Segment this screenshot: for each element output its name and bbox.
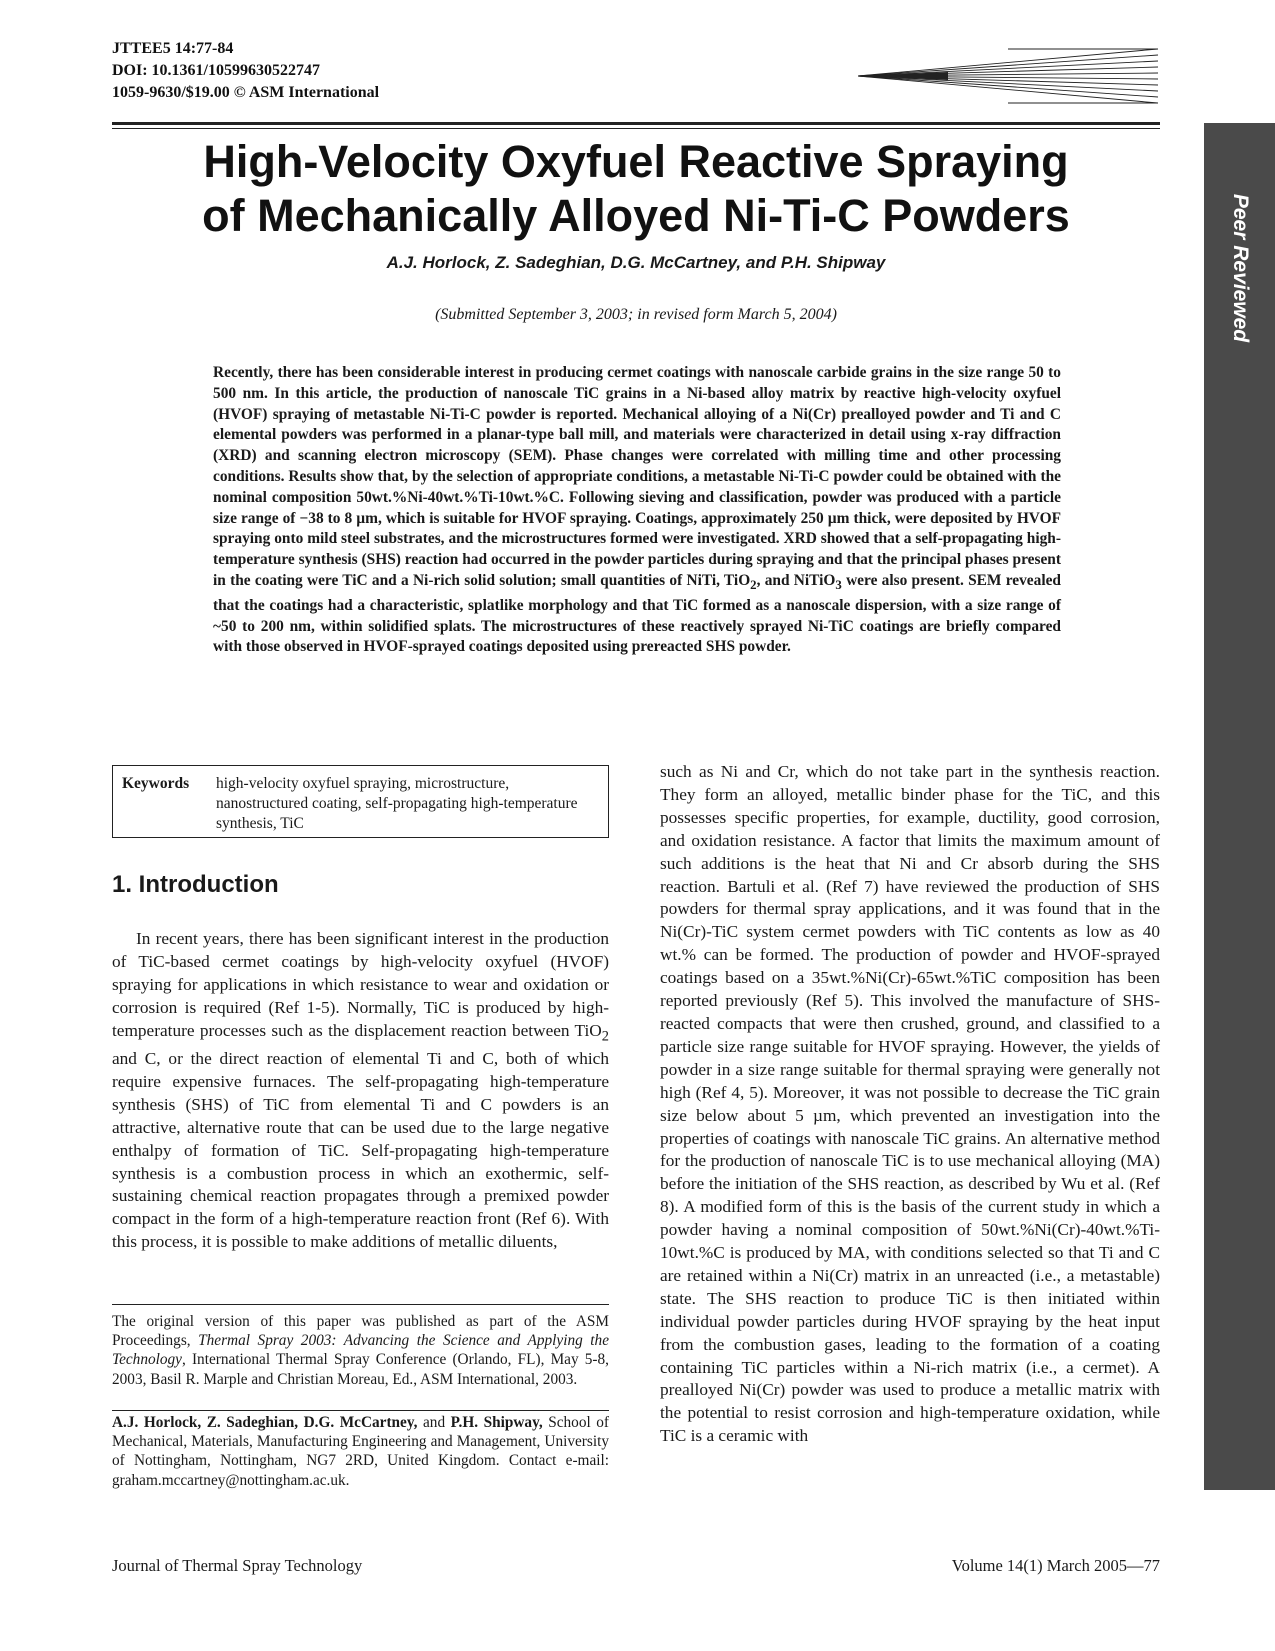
footnote2-and: and — [417, 1414, 451, 1431]
footnote-rule — [112, 1304, 609, 1305]
header-rule — [112, 122, 1160, 125]
keywords-box — [112, 765, 609, 838]
footnote-original-version — [112, 1312, 609, 1389]
doi: DOI: 10.1361/10599630522747 — [112, 62, 320, 79]
footnote-separator — [112, 1410, 609, 1411]
footnote2-last-author: P.H. Shipway, — [450, 1414, 543, 1431]
footer-volume-page: Volume 14(1) March 2005—77 — [951, 1556, 1160, 1575]
issn-copyright: 1059-9630/$19.00 © ASM International — [112, 84, 380, 101]
footer-journal: Journal of Thermal Spray Technology — [112, 1556, 363, 1575]
footnote1-text-2: , International Thermal Spray Conference (Orlando, FL), May 5-8, 2003, Basil R. Marple and Christian Moreau, Ed., ASM International, 2003. — [112, 1351, 609, 1388]
footnote2-affiliation-text: School of Mechanical, Materials, Manufacturing Engineering and Management, University of Nottingham, Nottingham, NG7 2RD, United Kingdom. Contact e-mail: graham.mccartney@nottingham.ac.uk. — [112, 1414, 609, 1489]
intro-right-text: such as Ni and Cr, which do not take part in the synthesis reaction. They form an alloyed, metallic binder phase for the TiC, and this possesses specific properties, for example, ductility, good corrosion, and oxidation resistance. A factor that limits the maximum amount of such additions is the heat that Ni and Cr absorb during the SHS reaction. Bartuli et al. (Ref 7) have reviewed the production of SHS powders for thermal spray applications, and it was found that in the Ni(Cr)-TiC system cermet powders with TiC contents as low as 40 wt.% can be formed. The production of powder and HVOF-sprayed coatings based on a 35wt.%Ni(Cr)-65wt.%TiC composition has been reported previously (Ref 5). This involved the manufacture of SHS-reacted compacts that were then crushed, ground, and classified to a particle size range suitable for HVOF spraying. However, the yields of powder in a size range suitable for thermal spraying were generally not high (Ref 4, 5). Moreover, it was not possible to decrease the TiC grain size below about 5 µm, which prevented an investigation into the properties of coatings with nanoscale TiC grains. An alternative method for the production of nanoscale TiC is to use mechanical alloying (MA) before the initiation of the SHS reaction, as described by Wu et al. (Ref 8). A modified form of this is the basis of the current study in which a powder having a nominal composition of 50wt.%Ni(Cr)-40wt.%Ti-10wt.%C is produced by MA, with conditions selected so that Ti and C are retained within a Ni(Cr) matrix in an unreacted (i.e., a metastable) state. The SHS reaction to produce TiC is then initiated within individual powder particles during HVOF spraying by the heat input from the combustion gases, leading to the formation of a coating containing TiC particles within a Ni-rich matrix (i.e., a cermet). A prealloyed Ni(Cr) powder was used to produce a metallic matrix with the potential to resist corrosion and high-temperature oxidation, while TiC is a ceramic with — [660, 762, 1160, 1446]
abstract-text-1: Recently, there has been considerable interest in producing cermet coatings with nanoscale carbide grains in the size range 50 to 500 nm. In this article, the production of nanoscale TiC grains in a Ni-based alloy matrix by reactive high-velocity oxyfuel (HVOF) spraying of metastable Ni-Ti-C powder is reported. Mechanical alloying of a Ni(Cr) prealloyed powder and Ti and C elemental powders was performed in a planar-type ball mill, and materials were characterized in detail using x-ray diffraction (XRD) and scanning electron microscopy (SEM). Phase changes were correlated with milling time and other processing conditions. Results show that, by the selection of appropriate conditions, a metastable Ni-Ti-C powder could be obtained with the nominal composition 50wt.%Ni-40wt.%Ti-10wt.%C. Following sieving and classification, powder was produced with a particle size range of −38 to 8 µm, which is suitable for HVOF spraying. Coatings, approximately 250 µm thick, were deposited by HVOF spraying onto mild steel substrates, and the microstructures formed were investigated. XRD showed that a self-propagating high-temperature synthesis (SHS) reaction had occurred in the powder particles during spraying and that the principal phases present in the coating were TiC and a Ni-rich solid solution; small quantities of NiTi, TiO — [213, 364, 1061, 589]
abstract-text-2: , and NiTiO — [756, 571, 836, 589]
keywords-text: high-velocity oxyfuel spraying, microstructure, nanostructured coating, self-propagating high-temperature synthesis, TiC — [216, 775, 578, 832]
footnote2-author-names: A.J. Horlock, Z. Sadeghian, D.G. McCartney, — [112, 1414, 418, 1431]
footnote1-proceedings-title: Thermal Spray 2003: Advancing the Science and Applying the Technology — [112, 1332, 609, 1369]
abstract-subscript-2: 3 — [835, 578, 842, 593]
abstract — [213, 363, 1061, 658]
asm-logo-icon — [858, 46, 1160, 106]
intro-left-subscript: 2 — [601, 1028, 609, 1045]
title-line-2: of Mechanically Alloyed Ni-Ti-C Powders — [202, 190, 1070, 241]
abstract-text-3: were also present. SEM revealed that the coatings had a characteristic, splatlike morphology and that TiC formed as a nanoscale dispersion, with a size range of ~50 to 200 nm, within solidified splats. The microstructures of these reactively sprayed Ni-TiC coatings are briefly compared with those observed in HVOF-sprayed coatings deposited using prereacted SHS powder. — [213, 571, 1061, 656]
section-heading: 1. Introduction — [112, 871, 279, 898]
journal-code: JTTEE5 14:77-84 — [112, 40, 234, 57]
title-line-1: High-Velocity Oxyfuel Reactive Spraying — [203, 136, 1069, 187]
footnote-affiliation — [112, 1413, 609, 1490]
authors: A.J. Horlock, Z. Sadeghian, D.G. McCartney, and P.H. Shipway — [386, 253, 886, 272]
header-rule-thin — [112, 128, 1160, 129]
intro-left-text-2: and C, or the direct reaction of elemental Ti and C, both of which require expensive furnaces. The self-propagating high-temperature synthesis (SHS) of TiC from elemental Ti and C powders is an attractive, alternative route that can be used due to the large negative enthalpy of formation of TiC. Self-propagating high-temperature synthesis is a combustion process in which an exothermic, self-sustaining chemical reaction propagates through a premixed powder compact in the form of a high-temperature reaction front (Ref 6). With this process, it is possible to make additions of metallic diluents, — [112, 1048, 609, 1252]
peer-reviewed-sidebar — [1204, 123, 1275, 1490]
peer-reviewed-label: Peer Reviewed — [1228, 193, 1252, 343]
abstract-subscript-1: 2 — [750, 578, 757, 593]
keywords-label: Keywords — [122, 775, 190, 792]
intro-right-column — [660, 761, 1160, 1448]
intro-left-text-1: In recent years, there has been significant interest in the production of TiC-based cermet coatings by high-velocity oxyfuel (HVOF) spraying for applications in which resistance to wear and oxidation or corrosion is required (Ref 1-5). Normally, TiC is produced by high-temperature processes such as the displacement reaction between TiO — [112, 929, 609, 1040]
intro-left-column — [112, 928, 609, 1254]
submission-dates: (Submitted September 3, 2003; in revised form March 5, 2004) — [435, 306, 837, 323]
footnote1-text-1: The original version of this paper was published as part of the ASM Proceedings, — [112, 1313, 609, 1350]
paper-title — [112, 135, 1160, 243]
